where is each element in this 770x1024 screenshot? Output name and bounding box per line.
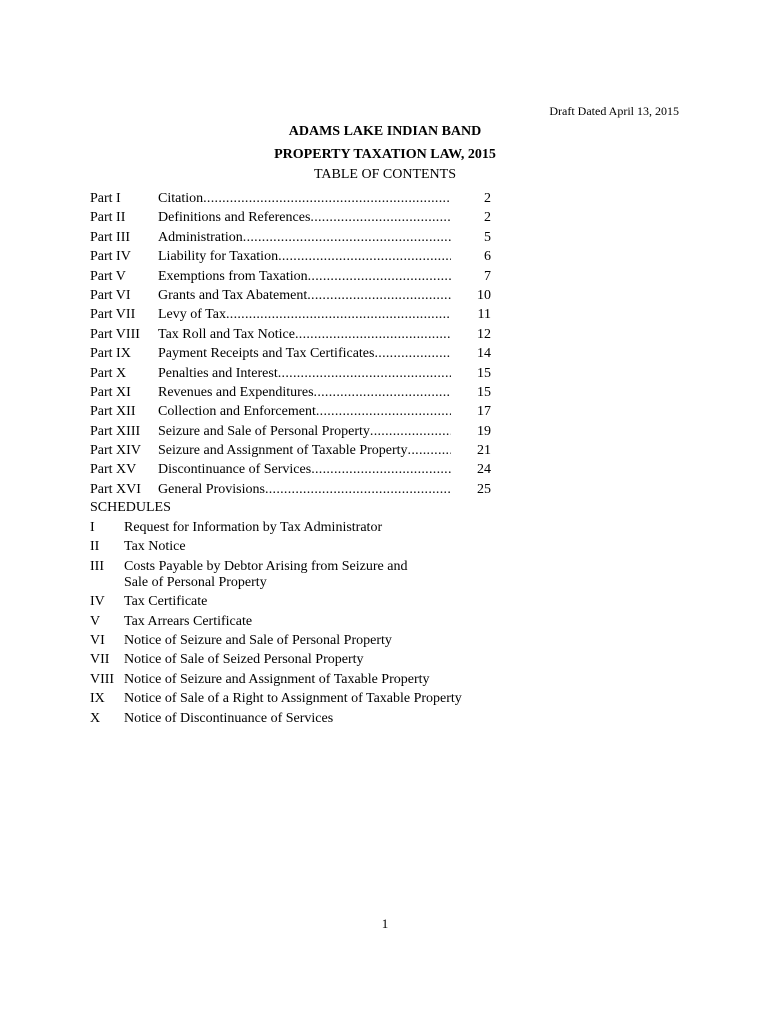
toc-part-label: Part II xyxy=(90,210,126,226)
schedule-entry xyxy=(90,559,420,591)
toc-entry xyxy=(90,366,500,385)
toc-entry xyxy=(90,307,500,326)
toc-entry xyxy=(90,191,500,210)
toc-page-number: 25 xyxy=(477,481,491,497)
toc-part-label: Part VI xyxy=(90,287,131,303)
toc-part-label: Part XI xyxy=(90,384,131,400)
schedule-title: Notice of Seizure and Sale of Personal Property xyxy=(124,632,392,648)
toc-part-title: Revenues and Expenditures xyxy=(158,384,314,400)
toc-entry xyxy=(90,269,500,288)
toc-part-title: Penalties and Interest xyxy=(158,365,278,381)
schedule-entry xyxy=(90,633,490,649)
toc-part-title: Citation xyxy=(158,191,204,206)
schedule-entry xyxy=(90,711,490,727)
toc-part-title: Administration xyxy=(158,229,243,245)
schedule-title: Notice of Seizure and Assignment of Taxable Property xyxy=(124,671,430,687)
toc-part-title: Discontinuance of Services xyxy=(158,462,312,478)
toc-part-title: Seizure and Sale of Personal Property xyxy=(158,423,370,439)
toc-part-title: Seizure and Assignment of Taxable Property xyxy=(158,443,408,459)
schedule-entry xyxy=(90,614,490,630)
schedule-number: VIII xyxy=(90,671,115,687)
toc-entry xyxy=(90,424,500,443)
document-title-line1: ADAMS LAKE INDIAN BAND xyxy=(288,124,482,139)
toc-part-title: Tax Roll and Tax Notice xyxy=(158,326,295,342)
schedule-number: VI xyxy=(90,632,105,648)
schedule-number: IV xyxy=(90,594,105,610)
schedule-entry xyxy=(90,539,490,555)
toc-part-label: Part XIV xyxy=(90,443,141,459)
toc-part-title: Collection and Enforcement xyxy=(158,404,316,420)
toc-page-number: 15 xyxy=(477,384,491,400)
toc-part-label: Part I xyxy=(90,191,121,206)
toc-part-title: Liability for Taxation xyxy=(158,249,279,265)
toc-entry xyxy=(90,482,500,501)
toc-page-number: 19 xyxy=(477,423,491,439)
schedule-title: Notice of Discontinuance of Services xyxy=(124,710,334,726)
toc-part-title: Levy of Tax xyxy=(158,307,226,323)
toc-part-label: Part XIII xyxy=(90,423,141,439)
toc-page-number: 15 xyxy=(477,365,491,381)
schedule-title: Tax Notice xyxy=(124,539,186,555)
toc-entry xyxy=(90,210,500,229)
schedule-title: Tax Arrears Certificate xyxy=(124,613,253,629)
toc-page-number: 12 xyxy=(477,326,491,342)
toc-page-number: 2 xyxy=(484,191,491,206)
schedule-entry xyxy=(90,672,490,688)
table-of-contents xyxy=(90,191,500,501)
schedule-entry xyxy=(90,520,490,536)
toc-part-label: Part XII xyxy=(90,404,136,420)
toc-part-label: Part III xyxy=(90,229,131,245)
schedule-title: Notice of Sale of Seized Personal Property xyxy=(124,652,364,668)
toc-part-label: Part VIII xyxy=(90,326,140,342)
page-number: 1 xyxy=(381,916,389,931)
draft-date-note: Draft Dated April 13, 2015 xyxy=(549,104,679,118)
toc-part-title: Grants and Tax Abatement xyxy=(158,287,308,303)
table-of-contents-heading: TABLE OF CONTENTS xyxy=(314,167,456,182)
schedule-entry xyxy=(90,594,490,610)
toc-page-number: 10 xyxy=(477,287,491,303)
toc-entry xyxy=(90,230,500,249)
schedule-entry xyxy=(90,691,490,707)
toc-entry xyxy=(90,327,500,346)
schedules-list xyxy=(90,520,490,730)
schedule-number: X xyxy=(90,710,101,726)
toc-page-number: 2 xyxy=(484,210,491,226)
toc-part-label: Part XVI xyxy=(90,481,141,497)
toc-page-number: 5 xyxy=(484,229,491,245)
toc-entry xyxy=(90,404,500,423)
toc-part-title: Payment Receipts and Tax Certificates xyxy=(158,346,375,362)
schedule-title: Tax Certificate xyxy=(124,594,208,610)
toc-part-label: Part VII xyxy=(90,307,136,323)
schedule-number: V xyxy=(90,613,101,629)
toc-part-label: Part IV xyxy=(90,249,131,265)
toc-entry xyxy=(90,443,500,462)
schedule-entry xyxy=(90,652,490,668)
toc-part-title: Definitions and References xyxy=(158,210,311,226)
schedule-title: Notice of Sale of a Right to Assignment of Taxable Property xyxy=(124,691,462,707)
schedules-heading: SCHEDULES xyxy=(90,500,171,515)
toc-page-number: 6 xyxy=(484,249,491,265)
toc-entry xyxy=(90,249,500,268)
toc-part-label: Part V xyxy=(90,268,126,284)
toc-entry xyxy=(90,346,500,365)
schedule-number: III xyxy=(90,558,104,574)
toc-part-title: General Provisions xyxy=(158,481,265,497)
schedule-title: Costs Payable by Debtor Arising from Seizure and Sale of Personal Property xyxy=(124,558,408,590)
schedule-number: IX xyxy=(90,691,105,707)
toc-part-label: Part IX xyxy=(90,346,131,362)
toc-page-number: 24 xyxy=(477,462,491,478)
toc-entry xyxy=(90,462,500,481)
toc-page-number: 14 xyxy=(477,346,491,362)
toc-page-number: 7 xyxy=(484,268,491,284)
document-title-line2: PROPERTY TAXATION LAW, 2015 xyxy=(274,147,496,162)
toc-entry xyxy=(90,385,500,404)
toc-part-label: Part XV xyxy=(90,462,137,478)
toc-page-number: 17 xyxy=(477,404,491,420)
toc-entry xyxy=(90,288,500,307)
toc-page-number: 11 xyxy=(477,307,491,323)
schedule-number: I xyxy=(90,520,95,535)
schedule-number: II xyxy=(90,539,100,555)
schedule-number: VII xyxy=(90,652,110,668)
schedule-title: Request for Information by Tax Administrator xyxy=(124,520,383,535)
toc-page-number: 21 xyxy=(477,443,491,459)
toc-part-title: Exemptions from Taxation xyxy=(158,268,308,284)
toc-part-label: Part X xyxy=(90,365,127,381)
